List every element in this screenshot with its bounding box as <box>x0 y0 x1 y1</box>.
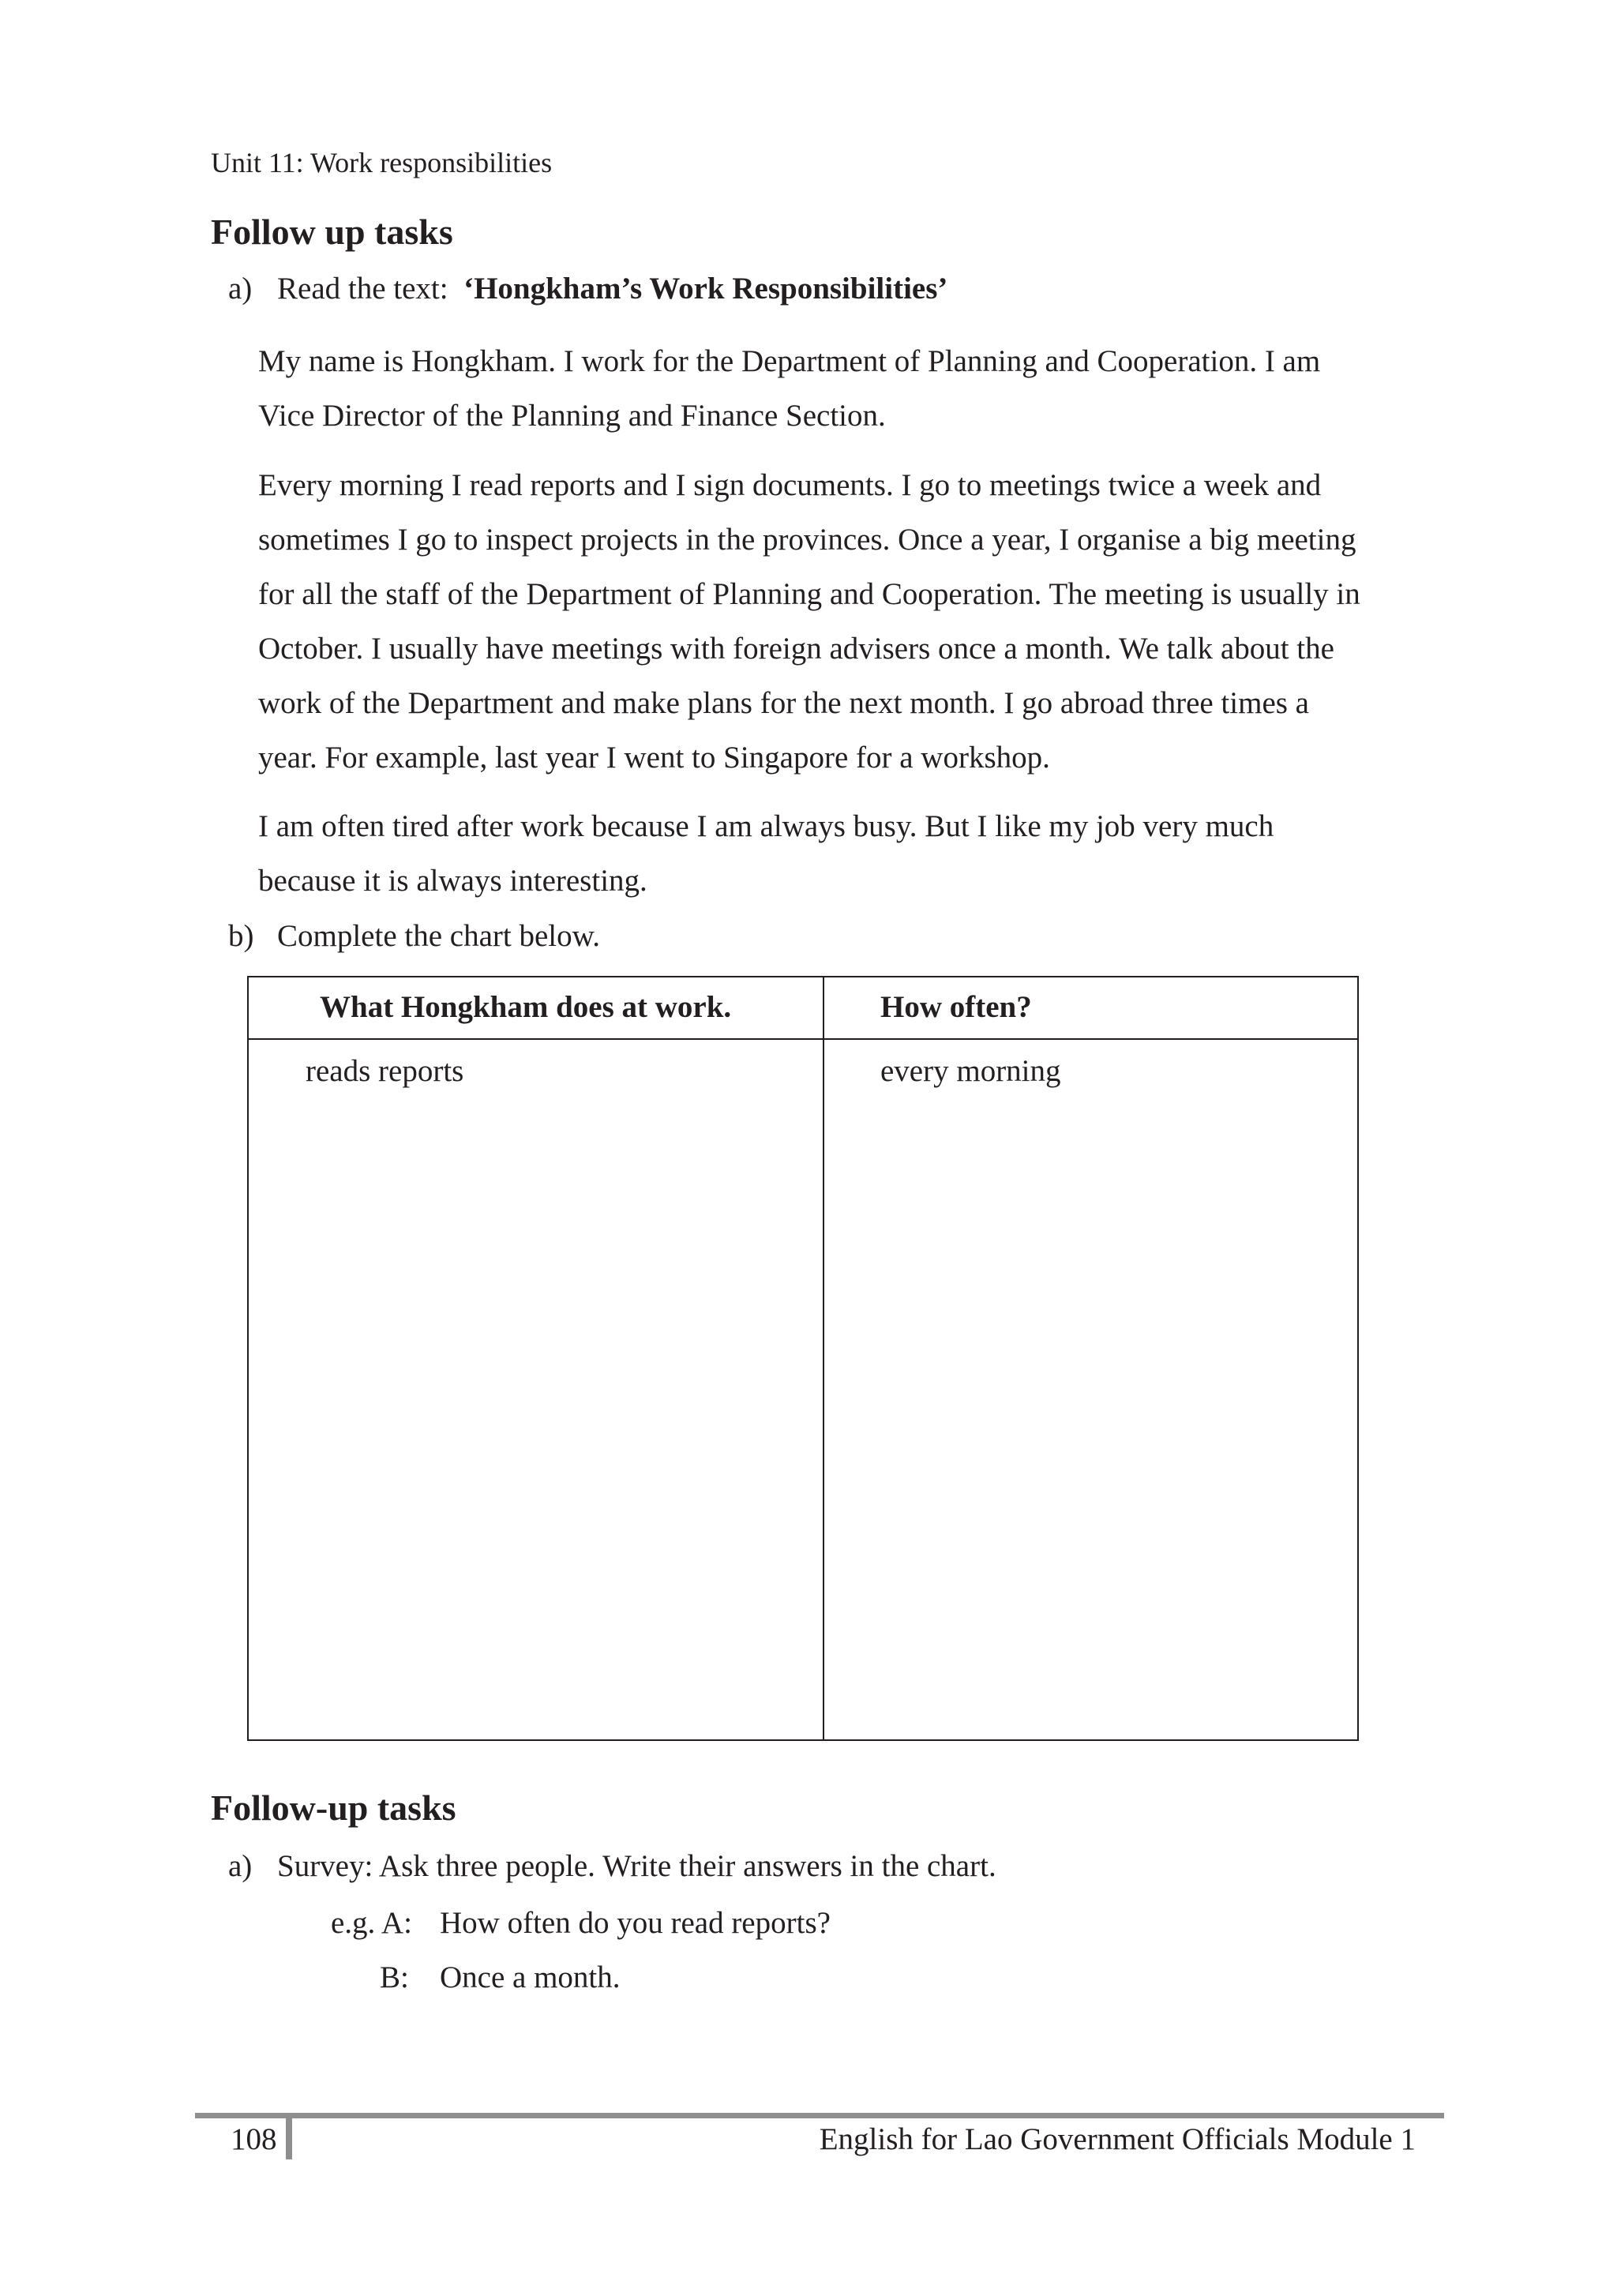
book-title: English for Lao Government Officials Module 1 <box>819 2122 1416 2156</box>
reading-paragraph-3: I am often tired after work because I am always busy. But I like my job very much because it is always interesting. <box>258 809 1274 898</box>
footer-rule-tab <box>286 2118 292 2159</box>
example-a-text: How often do you read reports? <box>440 1906 831 1940</box>
reading-paragraph-1: My name is Hongkham. I work for the Department of Planning and Cooperation. I am Vice Director of the Planning and Finance Section. <box>258 344 1321 433</box>
example-b-text: Once a month. <box>440 1960 621 1994</box>
item-a-lead: Read the text: <box>277 272 448 306</box>
survey-instruction: Survey: Ask three people. Write their answers in the chart. <box>277 1849 996 1883</box>
chart-column-divider <box>823 977 824 1739</box>
item-b-instruction: Complete the chart below. <box>277 919 601 953</box>
item-a-marker: a) <box>228 272 253 306</box>
running-head: Unit 11: Work responsibilities <box>211 147 553 178</box>
chart-header-divider <box>249 1038 1357 1040</box>
reading-title: ‘Hongkham’s Work Responsibilities’ <box>463 272 948 306</box>
example-b-label: B: <box>380 1960 409 1994</box>
item-a-instruction <box>277 270 947 308</box>
section-heading-follow-up: Follow up tasks <box>211 212 453 252</box>
footer-rule <box>195 2113 1444 2118</box>
section-heading-follow-up-2: Follow-up tasks <box>211 1788 456 1828</box>
chart-cell-activity: reads reports <box>306 1054 464 1088</box>
survey-item-marker: a) <box>228 1849 253 1883</box>
example-a-label: e.g. A: <box>331 1906 412 1940</box>
reading-paragraph-2: Every morning I read reports and I sign documents. I go to meetings twice a week and sometimes I go to inspect projects in the provinces. Once a year, I organise a big meeting for all the staff of the Department of Planning and Cooperation. The meeting is usually in October. I usually have meetings with foreign advisers once a month. We talk about the work of the Department and make plans for the next month. I go abroad three times a year. For example, last year I went to Singapore for a workshop. <box>258 468 1360 775</box>
chart-cell-frequency: every morning <box>880 1054 1061 1088</box>
work-chart-table <box>247 976 1359 1741</box>
chart-header-activity: What Hongkham does at work. <box>320 990 732 1024</box>
item-b-marker: b) <box>228 919 254 953</box>
page-number: 108 <box>231 2122 277 2156</box>
chart-header-frequency: How often? <box>880 990 1032 1024</box>
